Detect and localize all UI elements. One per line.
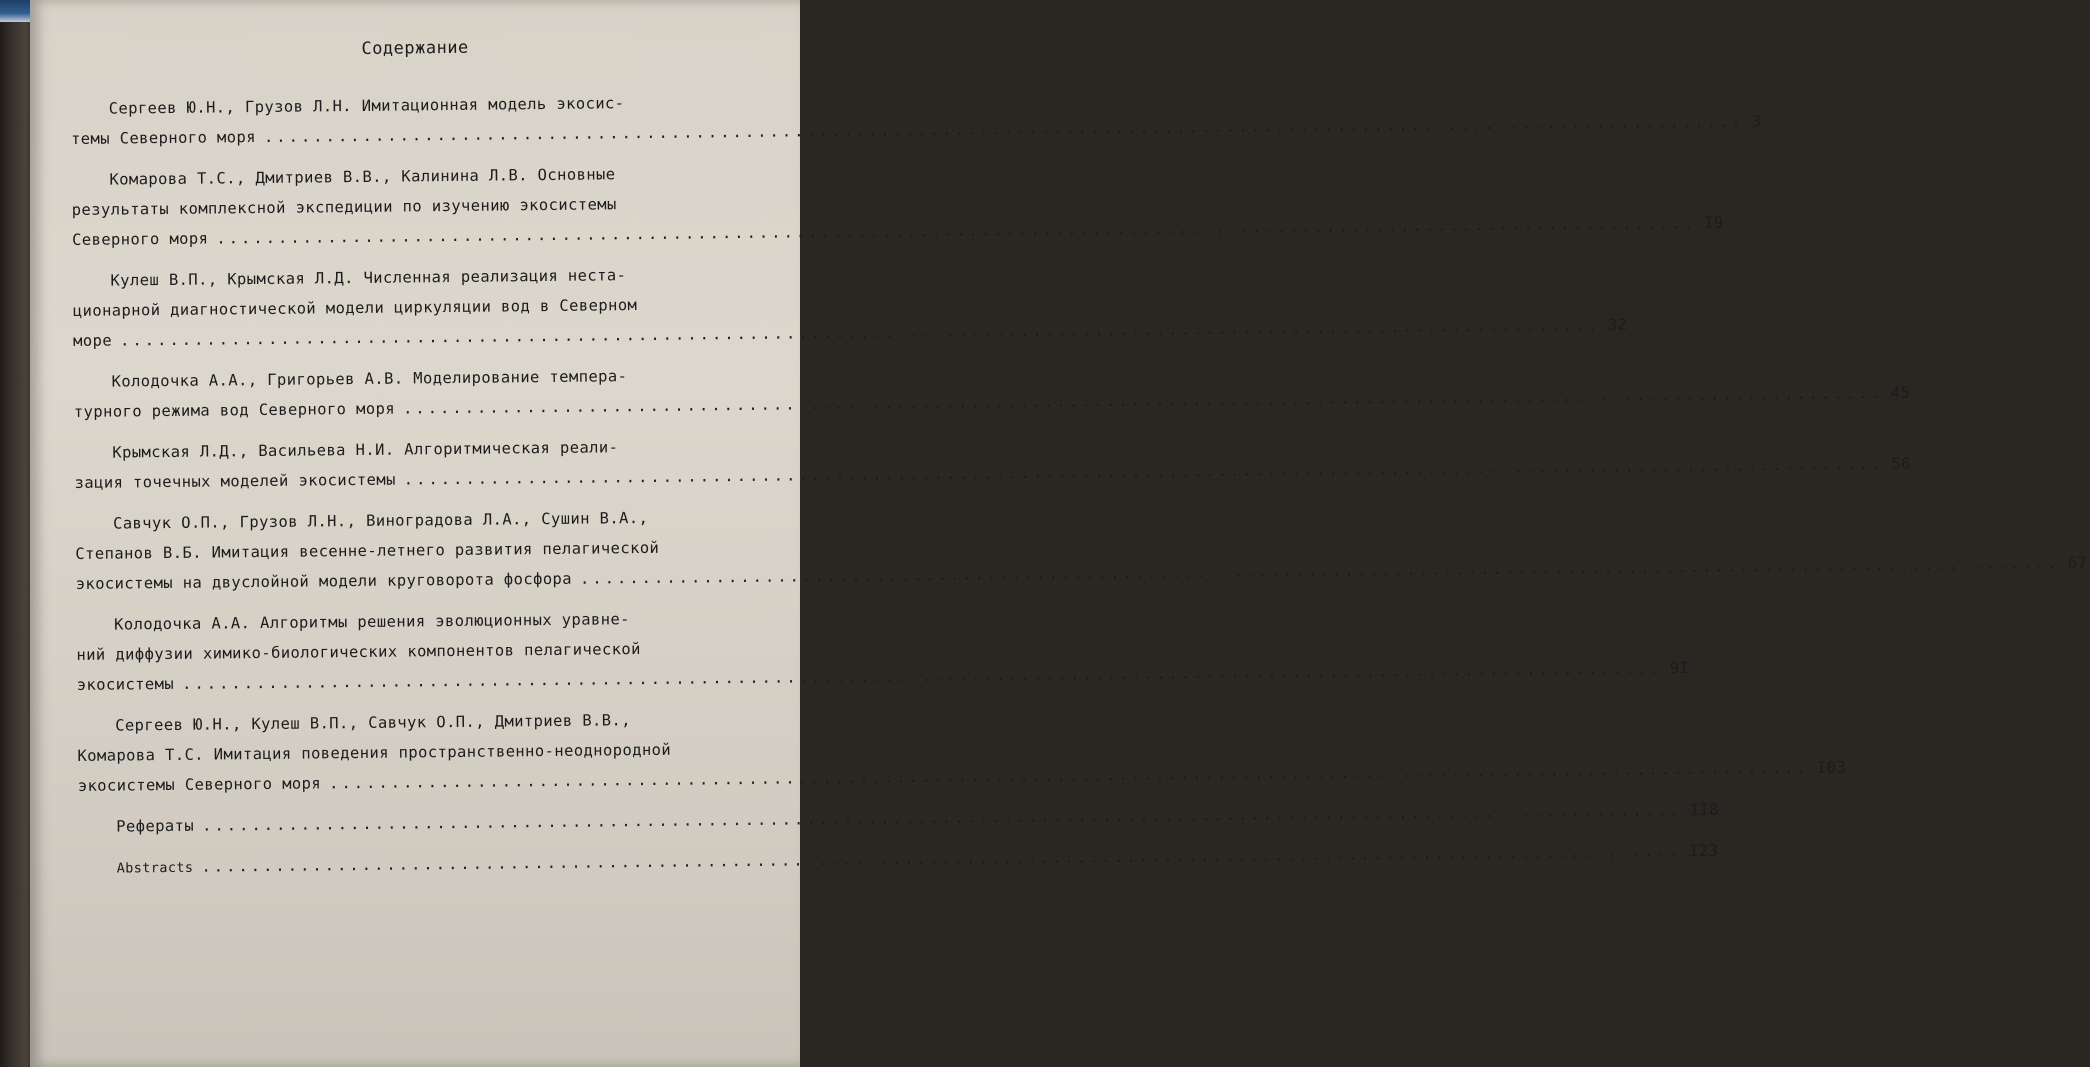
entry-last-line	[73, 315, 1628, 356]
entry-line: результаты комплексной экспедиции по изучению экосистемы	[71, 195, 617, 219]
entry-last-line	[75, 553, 2088, 599]
table-of-contents	[70, 35, 2088, 895]
entry-line: Савчук О.П., Грузов Л.Н., Виноградова Л.А., Сушин В.А.,	[112, 508, 649, 533]
leader-dots: ........................................................................................................................	[181, 659, 1662, 693]
leader-dots: ........................................................................................................................	[201, 801, 1682, 835]
entry-line: Рефераты	[116, 816, 195, 836]
page-number: 3	[1751, 112, 1762, 131]
entry-line: Крымская Л.Д., Васильева Н.И. Алгоритмическая реали-	[112, 438, 619, 462]
leader-dots: ........................................................................................................................	[201, 842, 1682, 876]
leader-dots: ........................................................................................................................	[579, 554, 2060, 588]
entry-line: море	[73, 331, 113, 350]
entry-line: экосистемы	[76, 674, 175, 694]
book-page	[30, 0, 2088, 1067]
leader-dots: ........................................................................................................................	[402, 384, 1883, 418]
toc-entry	[73, 360, 1911, 427]
entry-line: Колодочка А.А., Григорьев А.В. Моделирование темпера-	[111, 367, 628, 391]
entry-line: Сергеев Ю.Н., Кулеш В.П., Савчук О.П., Дмитриев В.В.,	[115, 711, 632, 735]
toc-entry	[70, 87, 1762, 154]
toc-entry	[76, 603, 1690, 700]
page-number: I9	[1703, 213, 1724, 232]
entry-last-line	[70, 112, 1762, 154]
entry-line: Комарова Т.С., Дмитриев В.В., Калинина Л.В. Основные	[109, 165, 616, 189]
entry-line: Колодочка А.А. Алгоритмы решения эволюционных уравне-	[114, 610, 630, 634]
leader-dots: ........................................................................................................................	[403, 455, 1884, 489]
entry-last-line	[71, 213, 1724, 255]
page-number: 9I	[1669, 659, 1690, 678]
entry-line: Северного моря	[71, 229, 209, 249]
toc-entry	[77, 704, 1847, 801]
page-number: I23	[1689, 841, 1719, 861]
entry-line: Кулеш В.П., Крымская Л.Д. Численная реализация неста-	[110, 266, 627, 290]
entry-line: ний диффузии химико-биологических компонентов пелагической	[76, 640, 641, 664]
entry-last-line	[78, 800, 1720, 842]
leader-dots: ........................................................................................................................	[119, 315, 1600, 350]
page-number: 56	[1891, 454, 1912, 473]
entry-line: темы Северного моря	[70, 128, 257, 148]
leader-dots: ........................................................................................................................	[216, 213, 1697, 248]
entry-line: экосистемы на двуслойной модели круговорота фосфора	[75, 569, 573, 593]
entry-line: Сергеев Ю.Н., Грузов Л.Н. Имитационная модель экосис-	[108, 94, 625, 118]
entry-line: Abstracts	[116, 859, 194, 877]
entry-last-line	[77, 758, 1847, 801]
entry-line: Комарова Т.С. Имитация поведения пространственно-неоднородной	[77, 740, 672, 765]
toc-entry	[74, 431, 1912, 498]
entry-line: турного режима вод Северного моря	[73, 399, 396, 421]
entry-line: экосистемы Северного моря	[77, 774, 322, 795]
page-number: 32	[1607, 315, 1628, 334]
leader-dots: ........................................................................................................................	[263, 112, 1744, 146]
entry-line: зация точечных моделей экосистемы	[74, 470, 396, 492]
entry-last-line	[74, 454, 1912, 498]
toc-entry	[78, 841, 1719, 884]
toc-entry	[78, 800, 1720, 842]
toc-title: Содержание	[361, 37, 469, 59]
toc-entry	[72, 259, 1628, 356]
leader-dots: ........................................................................................................................	[328, 758, 1809, 793]
page-number: I03	[1816, 758, 1847, 777]
toc-entry	[75, 502, 2088, 599]
page-number: 45	[1890, 383, 1911, 402]
toc-entry	[71, 158, 1724, 255]
entry-line: Степанов В.Б. Имитация весенне-летнего развития пелагической	[75, 538, 660, 563]
entry-line: ционарной диагностической модели циркуляции вод в Северном	[72, 296, 638, 320]
page-number: 67	[2067, 553, 2088, 573]
page-number: II8	[1689, 800, 1720, 820]
entry-last-line	[78, 841, 1719, 884]
entry-last-line	[73, 383, 1911, 427]
